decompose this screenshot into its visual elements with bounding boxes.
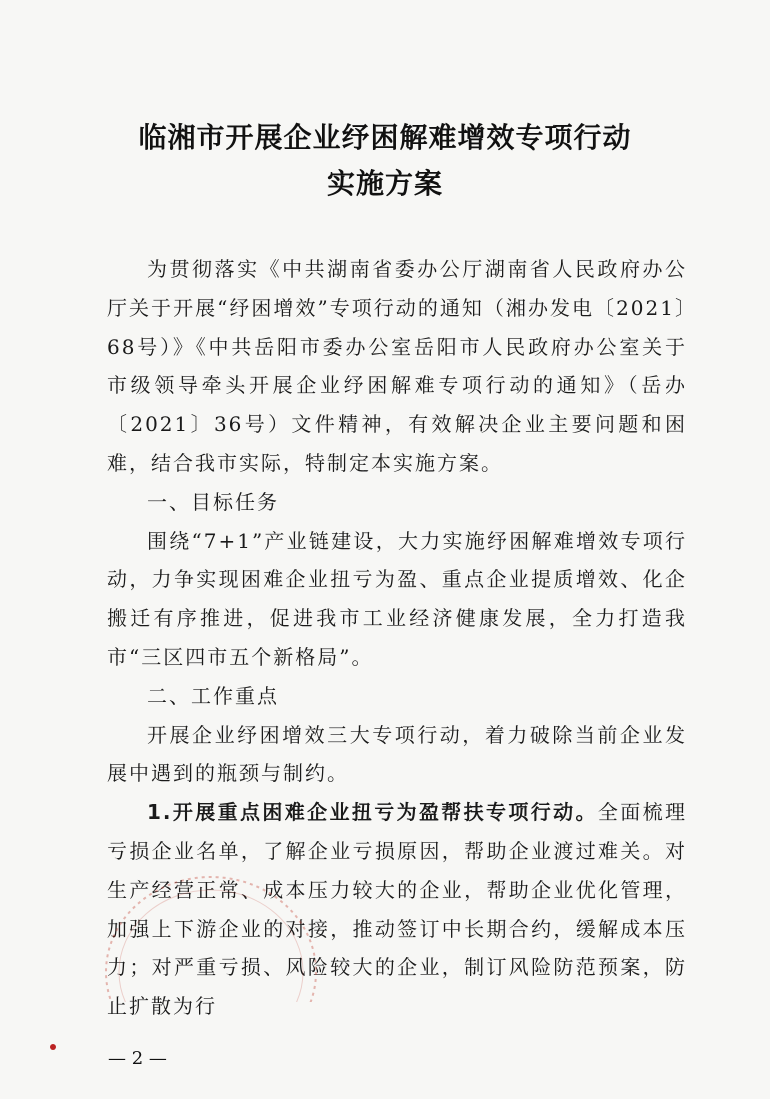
section-heading-goals: 一、目标任务 xyxy=(147,489,279,514)
document-title-line-1: 临湘市开展企业纾困解难增效专项行动 xyxy=(138,121,632,154)
red-mark-icon xyxy=(50,1044,56,1050)
document-title-line-2: 实施方案 xyxy=(326,167,443,200)
item-1-text: 全面梳理亏损企业名单，了解企业亏损原因，帮助企业渡过难关。对生产经营正常、成本压力较大的企业，帮助企业优化管理，加强上下游企业的对接，推动签订中长期合约，缓解成本压力；对严重亏损、风险较大的企业，制订风险防范预案，防止扩散为行 xyxy=(107,800,688,1019)
item-1-bold-lead: 1.开展重点困难企业扭亏为盈帮扶专项行动。 xyxy=(147,800,598,825)
goals-paragraph: 围绕“7+1”产业链建设，大力实施纾困解难增效专项行动，力争实现困难企业扭亏为盈、重点企业提质增效、化企搬迁有序推进，促进我市工业经济健康发展，全力打造我市“三区四市五个新格局”。 xyxy=(107,528,687,669)
intro-paragraph: 为贯彻落实《中共湖南省委办公厅湖南省人民政府办公厅关于开展“纾困增效”专项行动的通知（湘办发电〔2021〕68号）》《中共岳阳市委办公室岳阳市人民政府办公室关于市级领导牵头开展企业纾困解难专项行动的通知》（岳办〔2021〕36号）文件精神，有效解决企业主要问题和困难，结合我市实际，特制定本实施方案。 xyxy=(107,257,687,475)
page-number: — 2 — xyxy=(108,1048,167,1069)
faded-seal-stamp-icon xyxy=(96,852,326,1002)
focus-paragraph: 开展企业纾困增效三大专项行动，着力破除当前企业发展中遇到的瓶颈与制约。 xyxy=(107,722,687,786)
section-heading-focus: 二、工作重点 xyxy=(147,683,279,708)
